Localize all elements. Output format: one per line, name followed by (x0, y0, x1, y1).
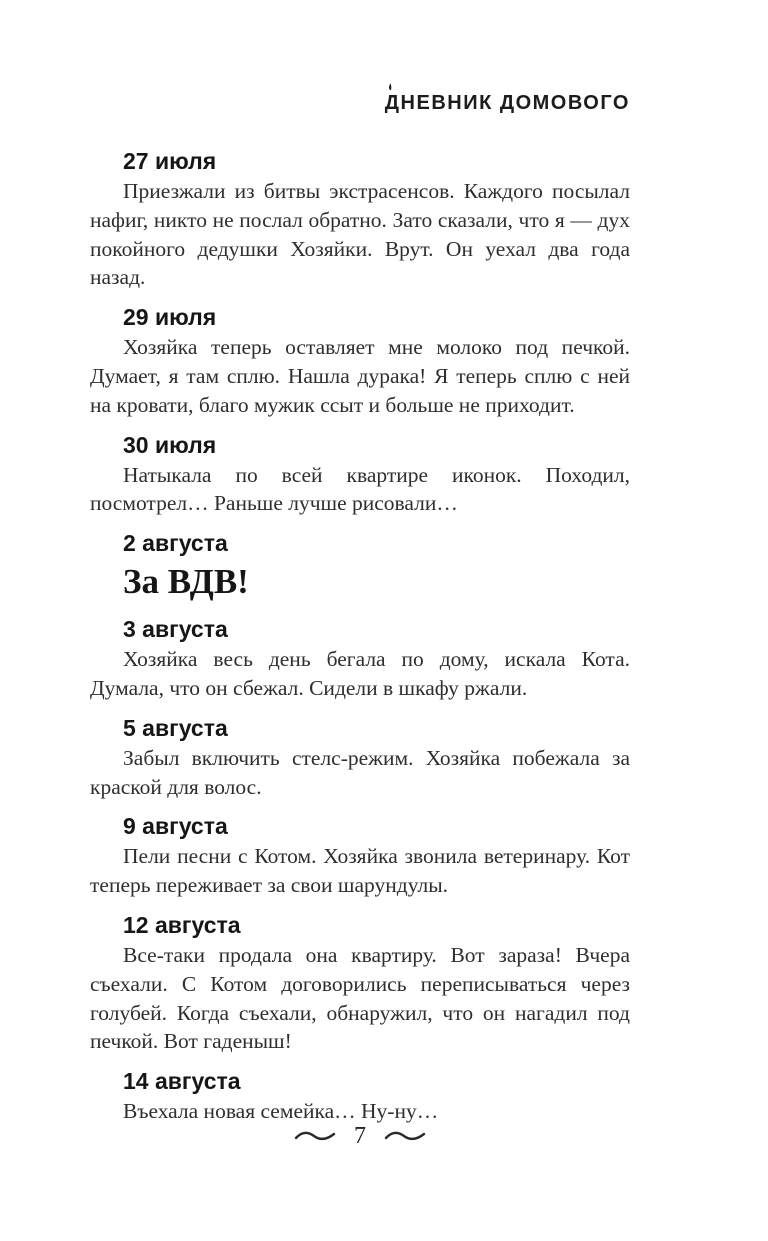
entry-date: 2 августа (123, 530, 228, 557)
entry-date: 30 июля (123, 431, 217, 458)
entry-date: 27 июля (123, 148, 217, 174)
entry-date: 5 августа (123, 714, 228, 741)
entry-headline: За ВДВ! (123, 562, 249, 602)
running-head-title: ДНЕВНИК ДОМОВОГО (384, 92, 630, 114)
diary-entry (90, 910, 630, 1056)
entry-text: Въехала новая семейка… Ну-ну… (123, 1099, 439, 1124)
wave-ornament-icon (294, 1129, 336, 1143)
entry-text: Пели песни с Котом. Хозяйка звонила ветеринару. Кот теперь переживает за свои шарундулы. (90, 844, 630, 898)
entry-date: 3 августа (123, 616, 228, 643)
diary-entry (90, 811, 630, 900)
diary-entry (90, 528, 630, 604)
diary-entry (90, 713, 630, 802)
diary-entry (90, 614, 630, 703)
entry-date: 12 августа (123, 911, 241, 938)
page-footer (90, 1122, 630, 1150)
diary-entry (90, 302, 630, 419)
folio (294, 1122, 426, 1150)
diary-entry (90, 430, 630, 519)
entry-date: 9 августа (123, 813, 228, 840)
entry-text: Приезжали из битвы экстрасенсов. Каждого посылал нафиг, никто не послал обратно. Зато сказали, что я — дух покойного дедушки Хозяйки. Врут. Он уехал два года назад. (90, 179, 630, 290)
entry-date: 14 августа (123, 1068, 241, 1095)
entry-text: Хозяйка весь день бегала по дому, искала Кота. Думала, что он сбежал. Сидели в шкафу ржали. (90, 647, 630, 700)
running-head (90, 92, 630, 122)
entry-text: Натыкала по всей квартире иконок. Походил, посмотрел… Раньше лучше рисовали… (90, 462, 630, 516)
entry-text: Забыл включить стелс-режим. Хозяйка побежала за краской для волос. (90, 745, 630, 799)
page-number: 7 (354, 1123, 366, 1149)
entry-text: Все-таки продала она квартиру. Вот зараза! Вчера съехали. С Котом договорились переписываться через голубей. Когда съехали, обнаружил, что он нагадил под печкой. Вот гаденыш! (90, 942, 630, 1054)
diary-entry (90, 146, 630, 292)
text-column (90, 0, 630, 1126)
entry-date: 29 июля (123, 304, 217, 331)
running-head-title-wrap (385, 92, 630, 114)
flame-icon (386, 83, 394, 93)
wave-ornament-icon (384, 1129, 426, 1143)
diary-entry (90, 1066, 630, 1126)
entry-text: Хозяйка теперь оставляет мне молоко под печкой. Думает, я там сплю. Нашла дурака! Я теперь сплю с ней на кровати, благо мужик ссыт и больше не приходит. (90, 335, 630, 417)
